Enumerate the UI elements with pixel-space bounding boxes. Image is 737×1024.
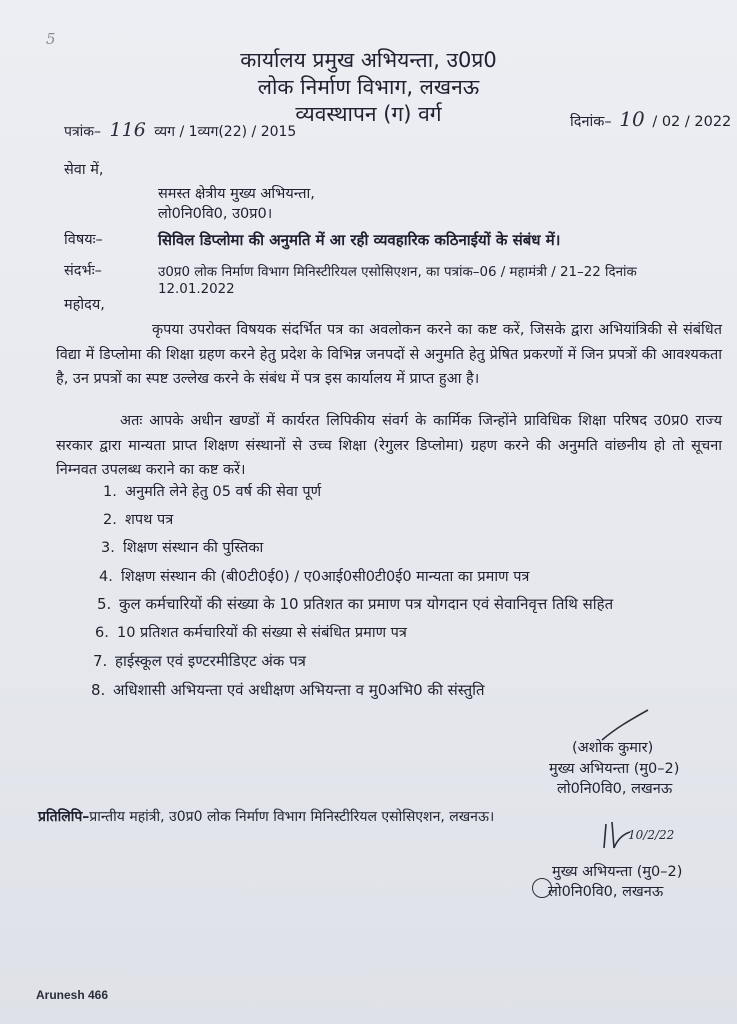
date-label: दिनांक–: [570, 114, 612, 130]
copy-text: प्रान्तीय महांत्री, उ0प्र0 लोक निर्माण विभाग मिनिस्टीरियल एसोसिएशन, लखनऊ।: [89, 809, 495, 825]
date-rest: / 02 / 2022: [652, 114, 732, 130]
letter-number-handwritten: 116: [109, 119, 146, 141]
corner-mark: 5: [46, 30, 56, 48]
list-item: 7. हाईस्कूल एवं इण्टरमीडिएट अंक पत्र: [93, 652, 306, 670]
copy-label: प्रतिलिपि–: [38, 809, 90, 825]
second-office: लो0नि0वि0, लखनऊ: [548, 884, 664, 900]
reference-text: उ0प्र0 लोक निर्माण विभाग मिनिस्टीरियल एसोसिएशन, का पत्रांक–06 / महामंत्री / 21–22 दिनांक: [158, 265, 637, 280]
list-item: 4. शिक्षण संस्थान की (बी0टी0ई0) / ए0आई0सी0टी0ई0 मान्यता का प्रमाण पत्र: [99, 569, 530, 585]
greeting: महोदय,: [64, 297, 105, 313]
list-item: 1. अनुमति लेने हेतु 05 वर्ष की सेवा पूर्ण: [103, 484, 322, 500]
signature-date: 10/2/22: [628, 828, 675, 842]
copy-row: [38, 807, 494, 826]
list-item: 3. शिक्षण संस्थान की पुस्तिका: [101, 540, 264, 556]
subject-text: सिविल डिप्लोमा की अनुमति में आ रही व्यवहारिक कठिनाईयों के संबंध में।: [158, 231, 561, 249]
letter-number-row: [64, 119, 296, 141]
letter-number-label: पत्रांक–: [64, 124, 102, 140]
section-title: व्यवस्थापन (ग) वर्ग: [295, 102, 442, 126]
paragraph-1: कृपया उपरोक्त विषयक संदर्भित पत्र का अवलोकन करने का कष्ट करें, जिसके द्वारा अभियांत्रिकी से संबंधित विद्या में डिप्लोमा की शिक्षा ग्रहण करने हेतु प्रदेश के विभिन्न जनपदों से अनुमति हेतु प्रेषित प्रकरणों में जिन प्रपत्रों की आवश्यकता है, उन प्रपत्रों का स्पष्ट उल्लेख करने के संबंध में पत्र इस कार्यालय में प्राप्त हुआ है।: [56, 322, 722, 387]
reference-date: 12.01.2022: [158, 282, 235, 297]
signatory-name: (अशोक कुमार): [572, 740, 654, 756]
recipient-line-2: लो0नि0वि0, उ0प्र0।: [158, 206, 273, 222]
signatory-designation: मुख्य अभियन्ता (मु0–2): [549, 761, 680, 777]
recipient-line-1: समस्त क्षेत्रीय मुख्य अभियन्ता,: [158, 186, 315, 202]
department-title: लोक निर्माण विभाग, लखनऊ: [257, 75, 480, 99]
list-item: 5. कुल कर्मचारियों की संख्या के 10 प्रतिशत का प्रमाण पत्र योगदान एवं सेवानिवृत्त तिथि सहित: [97, 595, 614, 613]
list-item: 2. शपथ पत्र: [103, 512, 174, 528]
subject-label: विषयः–: [64, 232, 103, 248]
paragraph-2: अतः आपके अधीन खण्डों में कार्यरत लिपिकीय संवर्ग के कार्मिक जिन्होंने प्राविधिक शिक्षा परिषद उ0प्र0 राज्य सरकार द्वारा मान्यता प्राप्त शिक्षण संस्थानों से उच्च शिक्षा (रेगुलर डिप्लोमा) ग्रहण करने की अनुमति वांछनीय हो तो सूचना निम्नवत उपलब्ध कराने का कष्ट करें।: [56, 413, 722, 478]
list-item: 6. 10 प्रतिशत कर्मचारियों की संख्या से संबंधित प्रमाण पत्र: [95, 625, 407, 641]
reference-label: संदर्भः–: [64, 263, 102, 279]
salutation: सेवा में,: [64, 162, 104, 178]
list-item: 8. अधिशासी अभियन्ता एवं अधीक्षण अभियन्ता व मु0अभि0 की संस्तुति: [91, 681, 485, 699]
second-designation: मुख्य अभियन्ता (मु0–2): [552, 864, 683, 880]
letter-reference: व्यग / 1व्यग(22) / 2015: [154, 124, 297, 140]
date-row: [570, 107, 731, 131]
date-handwritten-day: 10: [619, 107, 645, 131]
footer-note: Arunesh 466: [36, 988, 109, 1002]
office-title: कार्यालय प्रमुख अभियन्ता, उ0प्र0: [240, 48, 497, 72]
signatory-office: लो0नि0वि0, लखनऊ: [557, 781, 673, 797]
